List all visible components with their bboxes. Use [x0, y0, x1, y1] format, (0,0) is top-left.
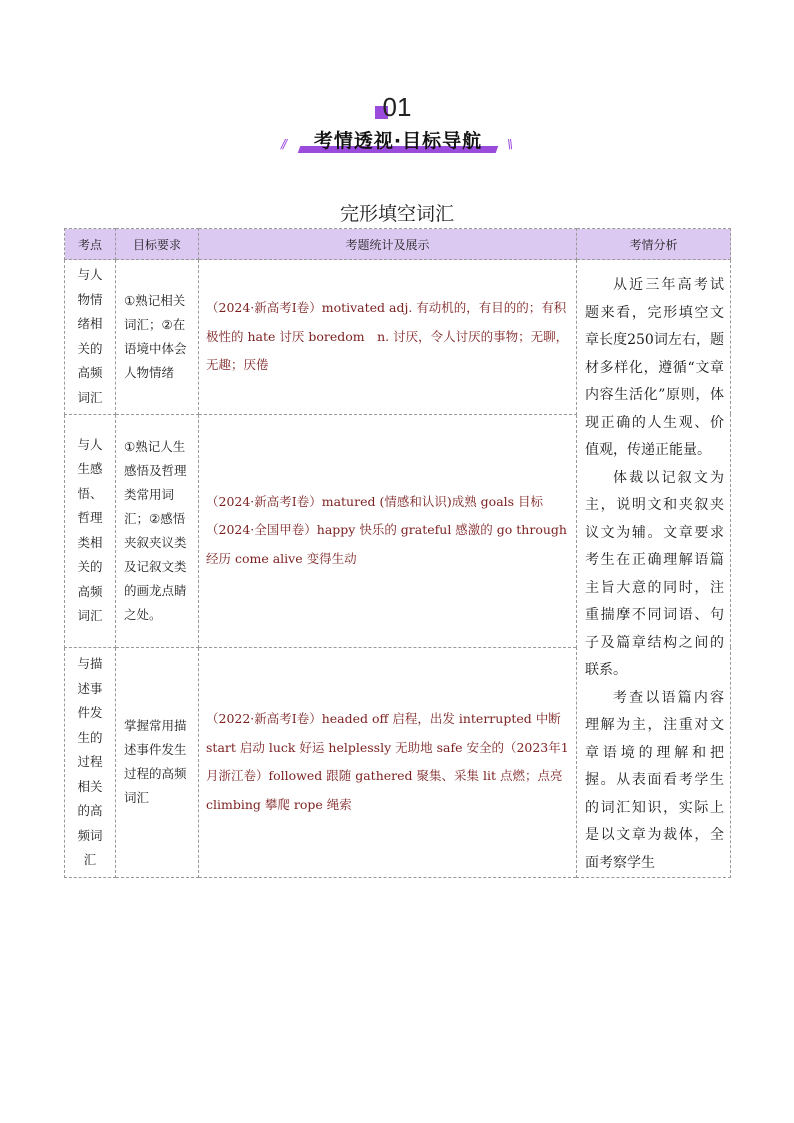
decorative-slash-right: \\	[507, 137, 512, 151]
table-header-row	[65, 229, 731, 260]
analysis-paragraph: 体裁以记叙文为主，说明文和夹叙夹议文为辅。文章要求考生在正确理解语篇主旨大意的同时，注重揣摩不同词语、句子及篇章结构之间的联系。	[585, 469, 724, 678]
decorative-slash-left: //	[281, 137, 286, 151]
section-banner	[293, 126, 503, 154]
row-topic: 与描述事件发生的过程相关的高频词汇	[65, 647, 116, 877]
table-row	[65, 260, 731, 415]
header-examples: 考题统计及展示	[199, 229, 577, 260]
vocabulary-table	[64, 228, 731, 878]
analysis-paragraph: 考查以语篇内容理解为主，注重对文章语境的理解和把握。从表面看考学生的词汇知识，实际上是以文章为裁体，全面考察学生	[585, 689, 724, 871]
analysis-cell	[577, 260, 731, 878]
section-number: 01	[0, 92, 794, 123]
header-topic: 考点	[65, 229, 116, 260]
header-goal: 目标要求	[116, 229, 199, 260]
row-goal: ①熟记相关词汇；②在语境中体会人物情绪	[116, 260, 199, 415]
analysis-paragraph: 从近三年高考试题来看，完形填空文章长度250词左右，题材多样化，遵循“文章内容生活化”原则，体现正确的人生观、价值观，传递正能量。	[585, 277, 724, 458]
row-examples: （2024·新高考Ⅰ卷）matured (情感和认识)成熟 goals 目标（2024·全国甲卷）happy 快乐的 grateful 感激的 go through 经历 come alive 变得生动	[199, 414, 577, 647]
row-examples: （2022·新高考Ⅰ卷）headed off 启程，出发 interrupted 中断 start 启动 luck 好运 helplessly 无助地 safe 安全的（2023年1月浙江卷）followed 跟随 gathered 聚集、采集 lit 点燃；点亮 climbing 攀爬 rope 绳索	[199, 647, 577, 877]
row-goal: ①熟记人生感悟及哲理类常用词汇；②感悟夹叙夹议类及记叙文类的画龙点睛之处。	[116, 414, 199, 647]
row-topic: 与人物情绪相关的高频词汇	[65, 260, 116, 415]
row-topic: 与人生感悟、哲理类相关的高频词汇	[65, 414, 116, 647]
table-title: 完形填空词汇	[339, 203, 454, 225]
header-analysis: 考情分析	[577, 229, 731, 260]
section-title: 考情透视·目标导航	[313, 130, 483, 152]
row-goal: 掌握常用描述事件发生过程的高频词汇	[116, 647, 199, 877]
row-examples: （2024·新高考Ⅰ卷）motivated adj. 有动机的，有目的的；有积极性的 hate 讨厌 boredom n. 讨厌，令人讨厌的事物；无聊，无趣；厌倦	[199, 260, 577, 415]
